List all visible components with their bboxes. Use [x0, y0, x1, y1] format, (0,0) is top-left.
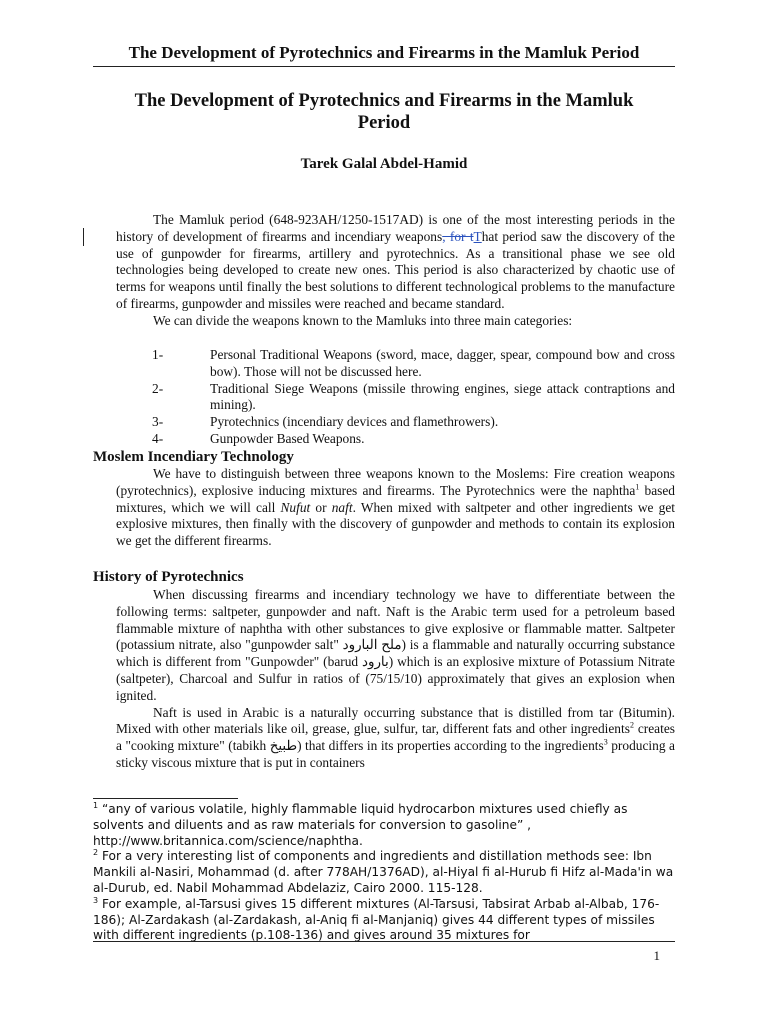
footnotes	[93, 802, 678, 944]
categories-intro: We can divide the weapons known to the Mamluks into three main categories:	[153, 312, 573, 328]
arabic-term: ملح البارود	[342, 637, 402, 653]
list-item: 4- Gunpowder Based Weapons.	[152, 430, 365, 446]
intro-paragraph: The Mamluk period (648-923AH/1250-1517AD) is one of the most interesting periods in the history of development of firearms and incendiary weapons, for tThat period saw the discovery of the use of gunpowder for firearms, artillery and pyrotechnics. As a transitional phase we see old technologies being developed to create new ones. This period is also characterized by chaotic use of terms for weapons until finally the best solutions to different technological problems to the manufacture of firearms, gunpowder and missiles were reached and became standard.	[116, 212, 675, 311]
list-item: 1- Personal Traditional Weapons (sword, mace, dagger, spear, compound bow and cross bow). Those will not be discussed here.	[152, 347, 675, 379]
section-heading-incendiary: Moslem Incendiary Technology	[93, 449, 294, 465]
incendiary-section	[116, 466, 675, 550]
arabic-term: بارود	[362, 654, 389, 670]
title-line-2: Period	[357, 113, 411, 133]
title-line-1: The Development of Pyrotechnics and Firearms in the Mamluk	[134, 91, 634, 111]
tracked-deletion[interactable]: , for t	[442, 228, 474, 244]
change-bar	[83, 228, 84, 246]
arabic-term: طبيخ	[269, 738, 298, 754]
pyrotechnics-paragraph-2: Naft is used in Arabic is a naturally occurring substance that is distilled from tar (Bitumin). Mixed with other materials like oil, grease, glue, sulfur, tar, different fats and other ingredients$^2$ creates a "cooking mixture" (tabikh طبيخ) that differs in its properties according to the ingredients$^3$ producing a sticky viscous mixture that is put in containers	[116, 704, 675, 770]
footer-rule	[93, 941, 675, 942]
footnote: $^1$ “any of various volatile, highly flammable liquid hydrocarbon mixtures used chiefly as solvents and diluents and as raw materials for conversion to gasoline” , http://www.britannica.com/science/naphtha.	[93, 800, 628, 848]
footnote: $^3$ For example, al-Tarsusi gives 15 different mixtures (Al-Tarsusi, Tabsirat Arbab al-Albab, 176-186); Al-Zardakash (al-Zardakash, al-Aniq fi al-Manjaniq) gives 44 different types of missiles with different ingredients (p.108-136) and gives around 35 mixtures for	[93, 895, 660, 943]
author-name: Tarek Galal Abdel-Hamid	[300, 156, 468, 172]
incendiary-paragraph: We have to distinguish between three weapons known to the Moslems: Fire creation weapons (pyrotechnics), explosive inducing mixtures and firearms. The Pyrotechnics were the naphtha$^1$ based mixtures, which we will call Nufut or naft. When mixed with saltpeter and other ingredients we get explosive mixtures, then finally with the discovery of gunpowder and methods to contain its explosion we get the different firearms.	[116, 466, 675, 549]
footnote: $^2$ For a very interesting list of components and ingredients and distillation methods see: Ibn Mankili al-Nasiri, Mohammad (d. after 778AH/1376AD), al-Hiyal fi al-Hurub fi Hifz al-Mada'in wa al-Durub, ed. Nabil Mohammad Abdelaziz, Cairo 2000. 115-128.	[93, 848, 674, 895]
footnote-ref[interactable]: 3	[603, 737, 608, 747]
intro-section	[116, 212, 675, 330]
list-item: 2- Traditional Siege Weapons (missile throwing engines, siege attack contraptions and mining).	[152, 380, 675, 413]
footnote-ref[interactable]: 1	[635, 482, 640, 492]
section-heading-pyrotechnics: History of Pyrotechnics	[93, 569, 244, 585]
tracked-insertion[interactable]: T	[473, 228, 482, 244]
header-rule	[93, 66, 675, 67]
weapon-categories-list	[152, 347, 675, 448]
page-number: 1	[653, 948, 660, 963]
list-item: 3- Pyrotechnics (incendiary devices and flamethrowers).	[152, 414, 499, 430]
footnote-separator	[93, 798, 238, 799]
pyrotechnics-paragraph-1: When discussing firearms and incendiary technology we have to differentiate between the following terms: saltpeter, gunpowder and naft. Naft is the Arabic term used for a petroleum based flammable mixture of naphtha with other substances to give explosive or flammable matter. Saltpeter (potassium nitrate, also "gunpowder salt" ملح البارود) is a flammable and naturally occurring substance which is different from "Gunpowder" (barud بارود) which is an explosive mixture of Potassium Nitrate (saltpeter), Charcoal and Sulfur in ratios of (75/15/10) approximately that gives an explosion when ignited.	[116, 587, 675, 703]
document-title	[93, 90, 675, 134]
running-header: The Development of Pyrotechnics and Firearms in the Mamluk Period	[128, 43, 640, 62]
footnote-ref[interactable]: 2	[629, 720, 634, 730]
pyrotechnics-section	[116, 587, 675, 772]
